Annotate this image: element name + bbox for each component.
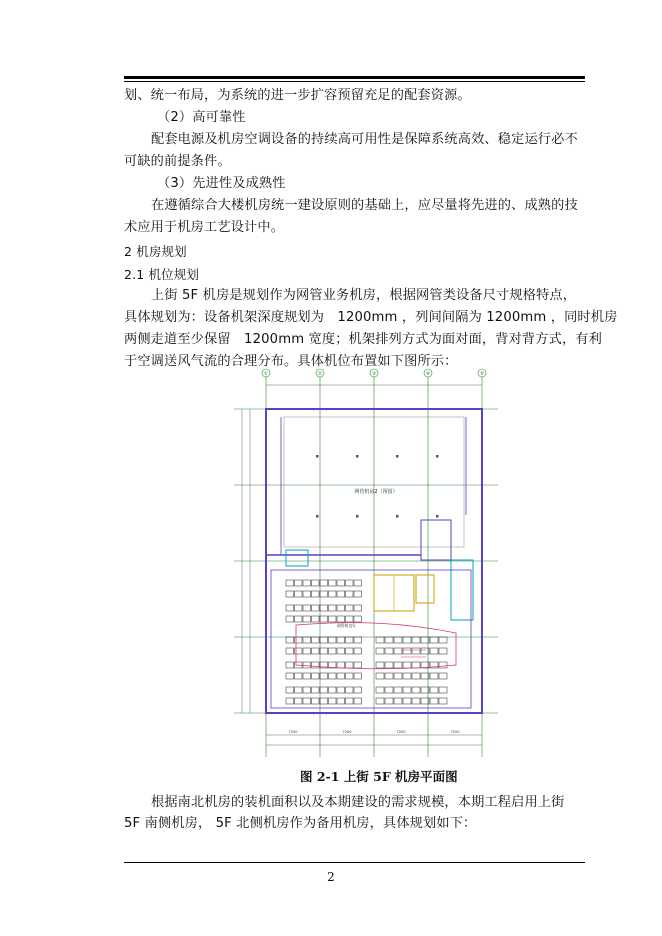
rack-unit bbox=[385, 673, 393, 679]
rack-unit bbox=[376, 662, 384, 668]
paragraph-line: 划、统一布局，为系统的进一步扩容预留充足的配套资源。 bbox=[124, 88, 471, 103]
rack-unit bbox=[320, 605, 328, 611]
rack-unit bbox=[312, 648, 320, 654]
rack-unit bbox=[286, 591, 294, 597]
rack-unit bbox=[394, 698, 402, 704]
rack-unit bbox=[295, 687, 303, 693]
paragraph-line: 5F 南侧机房， 5F 北侧机房作为备用机房，具体规划如下： bbox=[124, 816, 477, 831]
rack-unit bbox=[303, 591, 311, 597]
rack-unit bbox=[303, 648, 311, 654]
rack-unit bbox=[439, 648, 447, 654]
rack-unit bbox=[403, 662, 411, 668]
header-rule-thin bbox=[124, 81, 585, 82]
rack-unit bbox=[403, 687, 411, 693]
rack-unit bbox=[286, 673, 294, 679]
rack-unit bbox=[320, 637, 328, 643]
paragraph-line: 可缺的前提条件。 bbox=[124, 154, 231, 169]
paragraph-line: 根据南北机房的装机面积以及本期建设的需求规模，本期工程启用上街 bbox=[151, 795, 565, 810]
rack-unit bbox=[412, 698, 420, 704]
rack-unit bbox=[394, 637, 402, 643]
subheading-advanced: （3）先进性及成熟性 bbox=[157, 176, 286, 191]
rack-unit bbox=[312, 662, 320, 668]
rack-unit bbox=[412, 673, 420, 679]
rack-unit bbox=[439, 637, 447, 643]
rack-unit bbox=[346, 687, 354, 693]
rack-unit bbox=[303, 637, 311, 643]
dimension-label: 7200 bbox=[396, 730, 406, 734]
footer-rule bbox=[124, 862, 585, 863]
rack-unit bbox=[295, 580, 303, 586]
rack-unit bbox=[412, 687, 420, 693]
rack-unit bbox=[312, 616, 320, 622]
rack-unit bbox=[346, 637, 354, 643]
rack-unit bbox=[354, 580, 362, 586]
rack-unit bbox=[312, 687, 320, 693]
rack-unit bbox=[394, 687, 402, 693]
dimension-label: 7200 bbox=[450, 730, 460, 734]
rack-unit bbox=[354, 591, 362, 597]
rack-unit bbox=[430, 698, 438, 704]
rack-unit bbox=[295, 616, 303, 622]
axis-grid bbox=[234, 375, 498, 757]
rack-unit bbox=[354, 605, 362, 611]
dimension-lines bbox=[242, 385, 482, 745]
rack-unit bbox=[403, 637, 411, 643]
rack-unit bbox=[295, 698, 303, 704]
rack-unit bbox=[346, 616, 354, 622]
rack-unit bbox=[394, 673, 402, 679]
rack-unit bbox=[337, 605, 345, 611]
rack-unit bbox=[320, 580, 328, 586]
rack-unit bbox=[303, 580, 311, 586]
rack-rows bbox=[286, 580, 447, 704]
rack-unit bbox=[354, 648, 362, 654]
rack-unit bbox=[312, 673, 320, 679]
axis-label: ① bbox=[263, 371, 269, 377]
rack-unit bbox=[303, 616, 311, 622]
rack-unit bbox=[329, 698, 337, 704]
rack-unit bbox=[354, 673, 362, 679]
rack-unit bbox=[329, 591, 337, 597]
rack-unit bbox=[320, 673, 328, 679]
floor-plan-figure bbox=[226, 365, 504, 765]
rack-unit bbox=[346, 591, 354, 597]
rack-unit bbox=[320, 698, 328, 704]
paragraph-line: 于空调送风气流的合理分布。具体机位布置如下图所示： bbox=[124, 354, 458, 369]
rack-unit bbox=[376, 687, 384, 693]
rack-unit bbox=[385, 637, 393, 643]
rack-unit bbox=[430, 687, 438, 693]
rack-unit bbox=[337, 637, 345, 643]
rack-unit bbox=[320, 591, 328, 597]
rack-unit bbox=[430, 648, 438, 654]
rack-unit bbox=[385, 662, 393, 668]
rack-unit bbox=[295, 673, 303, 679]
rack-unit bbox=[403, 648, 411, 654]
rack-unit bbox=[346, 605, 354, 611]
rack-unit bbox=[354, 637, 362, 643]
rack-unit bbox=[385, 698, 393, 704]
rack-unit bbox=[337, 662, 345, 668]
rack-unit bbox=[346, 580, 354, 586]
dimension-label: 7200 bbox=[288, 730, 298, 734]
rack-unit bbox=[412, 648, 420, 654]
north-room-label: 网管机房2（预留） bbox=[354, 489, 398, 495]
paragraph-line: 具体规划为：设备机架深度规划为 1200mm ，列间间隔为 1200mm ，同时机房 bbox=[124, 310, 618, 325]
rack-unit bbox=[320, 616, 328, 622]
rack-unit bbox=[312, 698, 320, 704]
rack-unit bbox=[286, 698, 294, 704]
rack-unit bbox=[312, 605, 320, 611]
rack-unit bbox=[320, 648, 328, 654]
rack-unit bbox=[286, 648, 294, 654]
rack-unit bbox=[346, 673, 354, 679]
rack-unit bbox=[376, 637, 384, 643]
rack-unit bbox=[329, 648, 337, 654]
axis-label: ② bbox=[317, 371, 323, 377]
rack-unit bbox=[329, 673, 337, 679]
rack-unit bbox=[329, 637, 337, 643]
rack-unit bbox=[354, 698, 362, 704]
rack-unit bbox=[439, 687, 447, 693]
rack-unit bbox=[337, 687, 345, 693]
south-room-label: 网管机房1 bbox=[336, 623, 356, 628]
rack-unit bbox=[394, 648, 402, 654]
floor-plan-drawing bbox=[226, 365, 504, 765]
rack-unit bbox=[312, 591, 320, 597]
paragraph-line: 配套电源及机房空调设备的持续高可用性是保障系统高效、稳定运行必不 bbox=[151, 132, 578, 147]
axis-bubbles-top bbox=[262, 369, 486, 377]
rack-unit bbox=[303, 687, 311, 693]
rack-unit bbox=[329, 580, 337, 586]
rack-unit bbox=[403, 698, 411, 704]
rack-unit bbox=[303, 673, 311, 679]
header-rule-thick bbox=[124, 76, 585, 79]
rack-unit bbox=[376, 673, 384, 679]
rack-unit bbox=[346, 662, 354, 668]
rack-unit bbox=[303, 698, 311, 704]
rack-unit bbox=[354, 687, 362, 693]
rack-unit bbox=[354, 662, 362, 668]
paragraph-line: 两侧走道至少保留 1200mm 宽度；机架排列方式为面对面，背对背方式，有利 bbox=[124, 332, 602, 347]
rack-unit bbox=[376, 698, 384, 704]
figure-caption: 图 2-1 上街 5F 机房平面图 bbox=[300, 769, 458, 784]
rack-unit bbox=[312, 580, 320, 586]
axis-label: ④ bbox=[425, 371, 431, 377]
rack-unit bbox=[329, 687, 337, 693]
axis-label: ⑤ bbox=[479, 371, 485, 377]
paragraph-line: 上街 5F 机房是规划作为网管业务机房，根据网管类设备尺寸规格特点， bbox=[151, 288, 577, 303]
rack-unit bbox=[412, 637, 420, 643]
rack-unit bbox=[430, 637, 438, 643]
rack-unit bbox=[320, 687, 328, 693]
rack-unit bbox=[295, 605, 303, 611]
paragraph-line: 术应用于机房工艺设计中。 bbox=[124, 220, 285, 235]
rack-unit bbox=[346, 648, 354, 654]
rack-unit bbox=[295, 591, 303, 597]
subheading-reliability: （2）高可靠性 bbox=[157, 110, 246, 125]
rack-unit bbox=[439, 673, 447, 679]
rack-unit bbox=[312, 637, 320, 643]
rack-unit bbox=[286, 605, 294, 611]
rack-unit bbox=[412, 662, 420, 668]
rack-unit bbox=[286, 616, 294, 622]
rack-unit bbox=[403, 673, 411, 679]
rack-unit bbox=[346, 698, 354, 704]
section-heading-2-1: 2.1 机位规划 bbox=[124, 267, 200, 282]
rack-unit bbox=[430, 673, 438, 679]
rack-unit bbox=[439, 698, 447, 704]
page-number: 2 bbox=[327, 870, 335, 884]
rack-unit bbox=[394, 662, 402, 668]
rack-unit bbox=[337, 698, 345, 704]
rack-unit bbox=[286, 580, 294, 586]
rack-unit bbox=[337, 648, 345, 654]
rack-unit bbox=[385, 648, 393, 654]
rack-unit bbox=[286, 662, 294, 668]
rack-unit bbox=[329, 616, 337, 622]
rack-unit bbox=[303, 605, 311, 611]
rack-unit bbox=[329, 605, 337, 611]
rack-unit bbox=[385, 687, 393, 693]
dimension-label: 7200 bbox=[342, 730, 352, 734]
rack-unit bbox=[337, 580, 345, 586]
south-room bbox=[271, 570, 471, 708]
paragraph-line: 在遵循综合大楼机房统一建设原则的基础上，应尽量将先进的、成熟的技 bbox=[151, 198, 578, 213]
rack-unit bbox=[337, 591, 345, 597]
rack-unit bbox=[439, 662, 447, 668]
rack-unit bbox=[303, 662, 311, 668]
rack-unit bbox=[376, 648, 384, 654]
axis-label: ③ bbox=[371, 371, 377, 377]
rack-unit bbox=[337, 673, 345, 679]
section-heading-2: 2 机房规划 bbox=[124, 244, 187, 259]
rack-unit bbox=[337, 616, 345, 622]
rack-unit bbox=[286, 687, 294, 693]
rack-unit bbox=[286, 637, 294, 643]
rack-unit bbox=[354, 616, 362, 622]
